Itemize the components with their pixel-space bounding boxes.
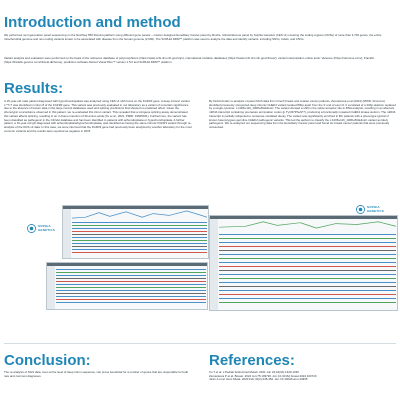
track-labels [63, 209, 71, 259]
read-track [72, 246, 207, 247]
read-track [219, 234, 396, 235]
track-labels [47, 266, 55, 310]
reference-item: Xu T et al. J Pediatr Endocrinol Metab. 2021 Jun 24;34(10):1329-1336 [209, 371, 299, 374]
read-track [219, 250, 396, 251]
read-track [219, 274, 396, 275]
read-track [56, 269, 206, 270]
read-track [219, 302, 396, 303]
read-track [72, 231, 207, 232]
read-track [219, 254, 396, 255]
read-track [219, 290, 396, 291]
sophia-logo-left [27, 224, 55, 233]
read-track [56, 275, 206, 276]
sophia-logo-icon [356, 205, 365, 214]
read-track [219, 242, 396, 243]
alignment-screenshot-2 [46, 262, 208, 310]
read-track [56, 290, 206, 291]
sophia-logo-icon [27, 224, 36, 233]
read-track [56, 281, 206, 282]
read-track [219, 258, 396, 259]
logo-line-2: GENETICS [38, 227, 55, 232]
intro-title: Introduction and method [4, 14, 181, 31]
reference-item: Zemankova P et al. Breast. 2024 Jun;75:103720. doi: 10.1016/j.breast.2024.103720 [209, 373, 317, 378]
read-track [72, 222, 207, 223]
read-track [56, 278, 206, 279]
read-track [219, 286, 396, 287]
track-labels [210, 219, 218, 311]
read-track [56, 272, 206, 273]
read-track [72, 240, 207, 241]
read-track [219, 278, 396, 279]
read-track [72, 228, 207, 229]
toolbar [47, 263, 207, 266]
read-track [56, 293, 206, 294]
read-track [219, 238, 396, 239]
read-track [219, 270, 396, 271]
read-track [72, 225, 207, 226]
read-track [56, 284, 206, 285]
intro-paragraph-1: We performed next generation panel sequencing on the NextSeq 550 Illumina platform using different gene panels – custom designed Hereditary Cancer panel by Roche, Clinical Exome panel by Sophia Genetics (CES v1) covering the coding regions (CDSs) of more than 4,700 genes, the entire mitochondrial genome and non-coding variants known to be associated with disease from the human genome (2,000). The SOPHiA DDM™ platform was used to analyze the data and identify variants, including SNVs, indels, and CNVs. [4, 34, 382, 41]
logo-line-2: GENETICS [367, 208, 384, 213]
toolbar [210, 216, 397, 219]
read-track [72, 234, 207, 235]
read-track [72, 243, 207, 244]
references-title: References: [209, 352, 295, 369]
read-track [72, 252, 207, 253]
read-track [72, 237, 207, 238]
read-track [56, 302, 206, 303]
results-right-text: By bioinformatic re-analysis of panel NGS data from Czech breast and ovarian cancer patients, Zemankova et al (2024) (PMID: 3xxxxxxx) identified previously unreported deep intronic CHEK2 variant located 80bp apart from the 3' end of exon 9. It consisted of a 20bp deletion replaced by a single cytosine: c.1008+116_1008+80delinsC. The variant showed a shift in the splice acceptor site in RNA analysis, resulting in an aberrant mRNA transcript containing premature termination codon (p.Tyr337Phefs*7), producing a functionally impaired CHEK2 kinase isoform. The mRNA transcript is partially subjected to nonsense-mediated decay. The variant was significantly enriched in BC patients with a phenotype typical of known heterozygous germline CHEK2 pathogenic variants. This led the authors to classify the c.1008+116_1008+80delinsC variant as likely pathogenic. We re-analyzed our sequencing data from the Hereditary Cancer panel and found six breast cancer patients that were previously unresolved. [209, 100, 396, 129]
read-track [56, 296, 206, 297]
conclusion-text: The re-analysis of NGS data, even at the level of deep intron sequence, can prove beneficial for a number of genes that are responsible for both rare and common diagnoses. [4, 371, 189, 378]
read-track [219, 262, 396, 263]
logo-line-1: SOPHiA [38, 224, 51, 229]
read-track [219, 298, 396, 299]
results-left-text: A 15-year-old male patient diagnosed with hypochondroplasia was analyzed using CES v1 with focus on the FGFR3 gene. A deep intronic variant c.*?>? was identified in intron 8 of the FGFR3 gene. This variant was previously evaluated in our laboratory as a variant of uncertain significance due to the absence of known data in the large control databases used and splicing predictions that showed no predicted effect. Given the phenotypic concordance observed in this patient, we re-evaluated this intron variant. This revealed that a minigene splicing assay demonstrated this variant affects splicing, resulting in an in-frame insertion of 30 amino acids (Xu et al., 2021, PMID: 34625021). Furthermore, the variant has been classified as pathogenic in the ClinVar database and has been identified in patients with achondroplasia or hypochondroplasia. A further patient, a 10-year-old girl diagnosed with achondroplasia/hypochondroplasia, was identified as having the same intronic FGFR3 variant through re-analysis of the NGS v2 data. In this case, we were informed that the FGFR3 gene had previously been analyzed by another laboratory for the most common variants and the results were reported as negative in 2015. [4, 100, 192, 133]
reference-item: Janin A et al. Hum Mutat. 2020 Feb;41(2):445-452. doi: 10.1002/humu.23935 [209, 377, 308, 382]
conclusion-title: Conclusion: [4, 352, 91, 369]
read-track [219, 266, 396, 267]
read-track [219, 282, 396, 283]
references-list [209, 371, 396, 395]
logo-line-1: SOPHiA [367, 205, 380, 210]
results-title: Results: [4, 80, 64, 97]
section-divider [4, 343, 396, 344]
read-track [72, 249, 207, 250]
alignment-screenshot-1 [62, 205, 209, 259]
sophia-logo-right [356, 205, 384, 214]
read-track [219, 246, 396, 247]
coverage-track [219, 220, 396, 229]
read-track [56, 287, 206, 288]
alignment-screenshot-3 [209, 215, 398, 311]
read-track [56, 299, 206, 300]
read-track [219, 294, 396, 295]
coverage-track [72, 210, 207, 219]
toolbar [63, 206, 208, 209]
intro-paragraph-2: Variant analysis and evaluation were performed on the basis of the reference database of polymorphisms (https://www.ncbi.nlm.nih.gov/snp/), international mutation databases (https://www.ncbi.nlm.nih.gov/clinvar/), variant interpretation online tools: Varsome (https://varsome.com/), Franklin (https://franklin.genoox.com/clinical-db/home), prediction software Alamut Visual Plus™ version 1.5.0 and SOPHiA DDM™ platform. [4, 57, 375, 64]
